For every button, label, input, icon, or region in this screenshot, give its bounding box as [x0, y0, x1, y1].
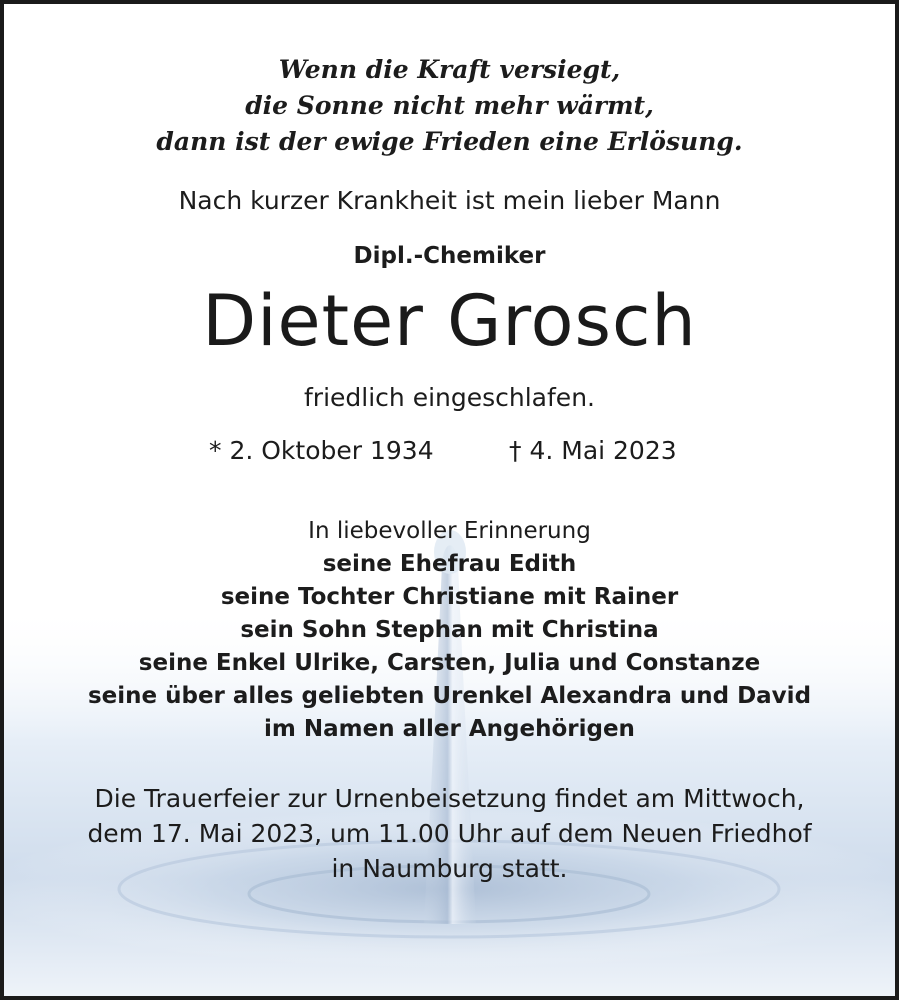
deceased-name: Dieter Grosch: [202, 280, 697, 362]
life-dates: [4, 435, 895, 467]
verse: [4, 52, 895, 160]
mourner-line: seine Ehefrau Edith: [322, 551, 577, 577]
passing-text: friedlich eingeschlafen.: [304, 383, 595, 412]
verse-line: die Sonne nicht mehr wärmt,: [245, 91, 654, 120]
funeral-service-info: [4, 781, 895, 886]
mourners-opening: In liebevoller Erinnerung: [308, 518, 591, 544]
mourner-line: im Namen aller Angehörigen: [264, 716, 635, 742]
mourner-line: sein Sohn Stephan mit Christina: [240, 617, 659, 643]
mourners-list: [4, 515, 895, 746]
birth-date: * 2. Oktober 1934: [209, 436, 434, 465]
verse-line: Wenn die Kraft versiegt,: [278, 55, 621, 84]
mourner-line: seine Enkel Ulrike, Carsten, Julia und Constanze: [138, 650, 761, 676]
service-line: in Naumburg statt.: [331, 854, 568, 883]
service-line: dem 17. Mai 2023, um 11.00 Uhr auf dem Neuen Friedhof: [87, 819, 812, 848]
deceased-title: Dipl.-Chemiker: [353, 243, 546, 269]
verse-line: dann ist der ewige Frieden eine Erlösung.: [156, 127, 743, 156]
mourner-line: seine Tochter Christiane mit Rainer: [220, 584, 679, 610]
service-line: Die Trauerfeier zur Urnenbeisetzung findet am Mittwoch,: [94, 784, 805, 813]
mourner-line: seine über alles geliebten Urenkel Alexandra und David: [87, 683, 812, 709]
intro-text: Nach kurzer Krankheit ist mein lieber Mann: [178, 186, 721, 215]
death-date: † 4. Mai 2023: [509, 436, 677, 465]
